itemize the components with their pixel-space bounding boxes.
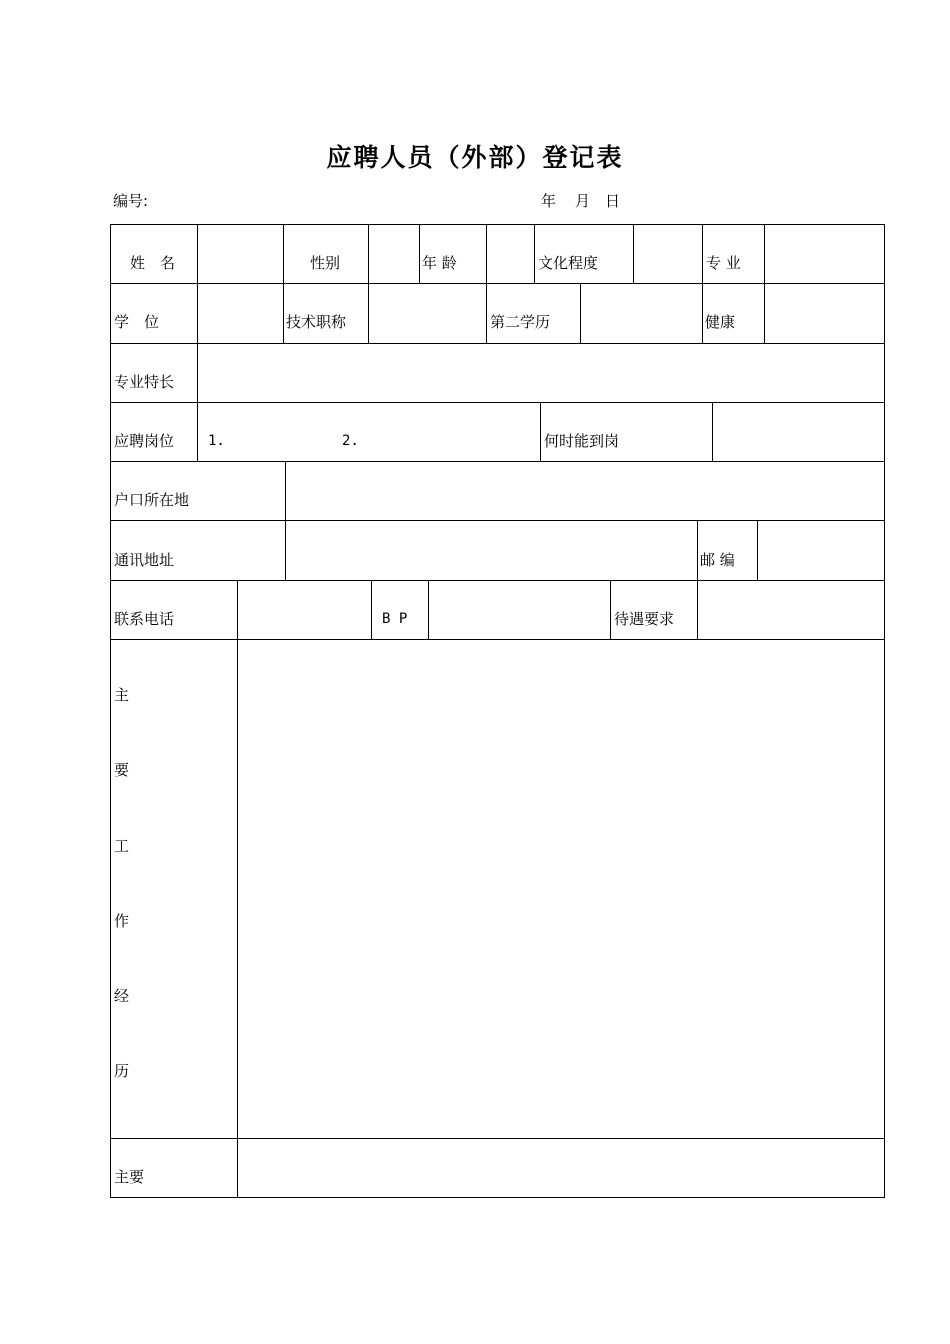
- work-history-field[interactable]: [238, 640, 884, 1138]
- date-day-label: 日: [605, 192, 621, 210]
- col-divider: [702, 283, 703, 343]
- col-divider: [419, 224, 420, 284]
- education-field[interactable]: [634, 225, 702, 283]
- address-field[interactable]: [286, 521, 697, 580]
- major-field[interactable]: [765, 225, 884, 283]
- education-label: 文化程度: [538, 254, 599, 272]
- salary-field[interactable]: [698, 581, 884, 639]
- position-label: 应聘岗位: [114, 432, 175, 450]
- position-2-label: 2.: [342, 433, 359, 449]
- degree-label: 学 位: [114, 313, 160, 331]
- page-title: 应聘人员（外部）登记表: [326, 143, 624, 172]
- phone-field[interactable]: [238, 581, 371, 639]
- date-year-label: 年: [541, 192, 557, 210]
- main-label: 主要: [114, 1168, 145, 1186]
- hukou-label: 户口所在地: [114, 491, 190, 509]
- name-field[interactable]: [198, 225, 283, 283]
- date-month-label: 月: [575, 192, 591, 210]
- position-field[interactable]: [198, 403, 540, 461]
- col-divider: [534, 224, 535, 284]
- bp-label: B P: [382, 611, 408, 627]
- col-divider: [283, 283, 284, 343]
- main-field[interactable]: [238, 1139, 884, 1197]
- work-history-char: 工: [114, 837, 130, 855]
- work-history-char: 要: [114, 761, 130, 779]
- start-time-label: 何时能到岗: [544, 432, 620, 450]
- major-label: 专 业: [706, 254, 741, 272]
- gender-label: 性别: [310, 254, 341, 272]
- phone-label: 联系电话: [114, 610, 175, 628]
- col-divider: [697, 520, 698, 581]
- work-history-char: 经: [114, 987, 130, 1005]
- col-divider: [610, 580, 611, 640]
- hukou-field[interactable]: [286, 462, 884, 520]
- col-divider: [371, 580, 372, 640]
- health-field[interactable]: [765, 284, 884, 343]
- work-history-char: 历: [114, 1062, 130, 1080]
- col-divider: [486, 283, 487, 343]
- col-divider: [540, 402, 541, 462]
- age-label: 年 龄: [422, 254, 457, 272]
- gender-field[interactable]: [369, 225, 419, 283]
- postcode-field[interactable]: [758, 521, 884, 580]
- serial-number-label: 编号:: [113, 192, 149, 210]
- col-divider: [283, 224, 284, 284]
- tech-title-label: 技术职称: [286, 313, 347, 331]
- col-divider: [702, 224, 703, 284]
- position-1-label: 1.: [208, 433, 225, 449]
- start-time-field[interactable]: [713, 403, 884, 461]
- postcode-label: 邮 编: [700, 551, 735, 569]
- specialty-label: 专业特长: [114, 373, 175, 391]
- name-label: 姓 名: [130, 254, 176, 272]
- specialty-field[interactable]: [198, 344, 884, 402]
- bp-field[interactable]: [429, 581, 610, 639]
- address-label: 通讯地址: [114, 551, 175, 569]
- degree-field[interactable]: [198, 284, 283, 343]
- health-label: 健康: [705, 313, 736, 331]
- second-education-label: 第二学历: [490, 313, 551, 331]
- work-history-char: 主: [114, 686, 130, 704]
- second-education-field[interactable]: [581, 284, 702, 343]
- age-field[interactable]: [487, 225, 534, 283]
- salary-label: 待遇要求: [614, 610, 675, 628]
- tech-title-field[interactable]: [369, 284, 486, 343]
- work-history-char: 作: [114, 912, 130, 930]
